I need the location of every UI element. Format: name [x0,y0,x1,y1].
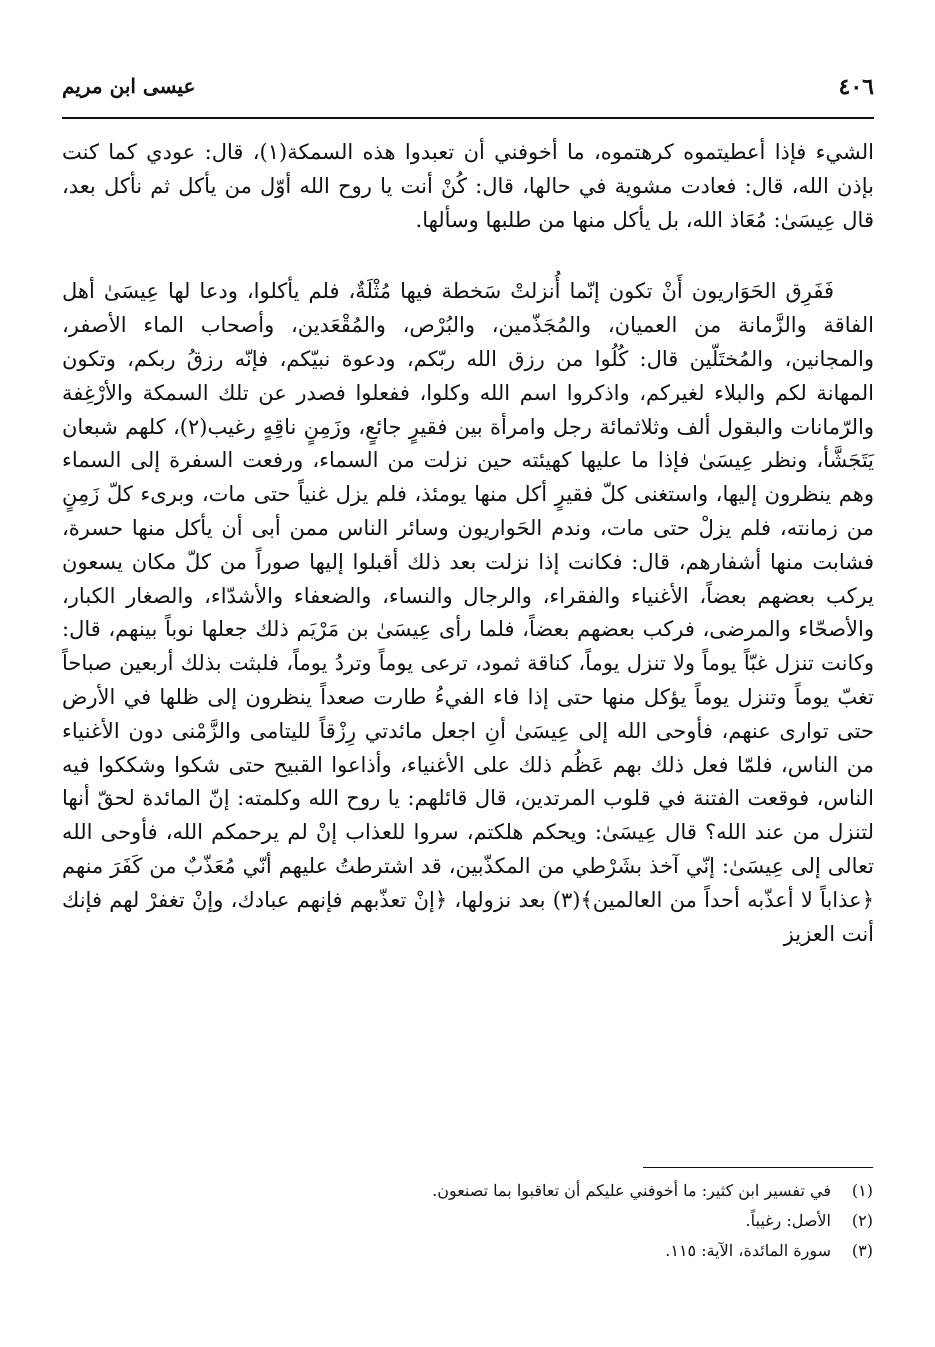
page-number: ٤٠٦ [838,74,874,100]
header-rule [62,117,874,119]
footnote-number: (١) [851,1181,873,1200]
footnote-number: (٢) [851,1211,873,1230]
paragraph-2-text: فَفَرِق الحَوَاريون أَنْ تكون إنّما أُنزلتْ سَخطة فيها مُثْلَةٌ، فلم يأكلوا، ودعا لها عِيسَىٰ أهل الفاقة والزَّمانة من العميان، والمُجَذّمين، والبُرْص، والمُقْعَدين، وأصحاب الماء الأصفر، والمجانين، والمُختَلّين قال: كُلُوا من رزق الله ربّكم، ودعوة نبيّكم، فإنّه رزقُ ربكم، وتكون المهانة لكم والبلاء لغيركم، واذكروا اسم الله وكلوا، ففعلوا فصدر عن تلك السمكة والأرْغِفة والرّمانات والبقول ألف وثلاثمائة رجل وامرأة بين فقيرٍ جائعٍ، وزَمِنٍ ناقِهٍ رغيب(٢)، كلهم شبعان يَتَجَشَّأ، ونظر عِيسَىٰ فإذا ما عليها كهيئته حين نزلت من السماء، ورفعت السفرة إلى السماء وهم ينظرون إليها، واستغنى كلّ فقيرٍ أكل منها يومئذ، فلم يزل غنياً حتى مات، وبرىء كلّ زَمِنٍ من زمانته، فلم يزلْ حتى مات، وندم الحَواريون وسائر الناس ممن أبى أن يأكل منها حسرة، فشابت منها أشفارهم، قال: فكانت إذا نزلت بعد ذلك أقبلوا إليها صوراً من كلّ مكان يسعون يركب بعضهم بعضاً، الأغنياء والفقراء، والرجال والنساء، والضعفاء والأشدّاء، والصغار الكبار، والأصحّاء والمرضى، فركب بعضهم بعضاً، فلما رأى عِيسَىٰ بن مَرْيَم ذلك جعلها نوباً بينهم، قال: وكانت تنزل غبّاً يوماً ولا تنزل يوماً، كناقة ثمود، ترعى يوماً وتردُ يوماً، فلبثت بذلك أربعين صباحاً تغبّ يوماً وتنزل يوماً يؤكل منها حتى إذا فاء الفيءُ طارت صعداً ينظرون إلى ظلها في الأرض حتى توارى عنهم، فأوحى الله إلى عِيسَىٰ أنِ اجعل مائدتي رِزْقاً لليتامى والزَّمْنى دون الأغنياء من الناس، فلمّا فعل ذلك بهم عَظُم ذلك على الأغنياء، وأذاعوا القبيح حتى شكوا وشككوا فيه الناس، فوقعت الفتنة في قلوب المرتدين، قال قائلهم: يا روح الله وكلمته: إنّ المائدة لحقّ أنها لتنزل من عند الله؟ قال عِيسَىٰ: ويحكم هلكتم، سروا للعذاب إنْ لم يرحمكم الله، فأوحى الله تعالى إلى عِيسَىٰ: إنّي آخذ بشَرْطي من المكذّبين، قد اشترطتُ عليهم أنّي مُعَذّبٌ من كَفَرَ منهم ﴿عذاباً لا أعذّبه أحداً من العالمين﴾(٣) بعد نزولها، ﴿إنْ تعذّبهم فإنهم عبادك، وإنْ تغفرْ لهم فإنك أنت العزيز [62,279,874,946]
footnote-1 [61,1176,873,1206]
paragraph-2 [62,275,874,951]
footnote-3 [61,1236,873,1266]
footnote-text: الأصل: رغيباً. [745,1211,831,1230]
footnote-text: سورة المائدة، الآية: ١١٥. [665,1241,831,1260]
footnote-text: في تفسير ابن كثير: ما أخوفني عليكم أن تعاقبوا بما تصنعون. [432,1181,831,1200]
page-header [62,70,874,110]
footnote-rule [643,1167,873,1168]
footnotes [61,1176,873,1266]
main-text [62,136,874,951]
paragraph-1: الشيء فإذا أعطيتموه كرهتموه، ما أخوفني أن تعبدوا هذه السمكة(١)، قال: عودي كما كنت بإذن الله، قال: فعادت مشوية في حالها، قال: كُنْ أنت يا روح الله أوّل من يأكل ثم نأكل بعد، قال عِيسَىٰ: مُعَاذ الله، بل يأكل منها من طلبها وسألها. [62,140,874,232]
running-title: عيسى ابن مريم [62,74,196,98]
footnote-number: (٣) [851,1241,873,1260]
footnote-2 [61,1206,873,1236]
